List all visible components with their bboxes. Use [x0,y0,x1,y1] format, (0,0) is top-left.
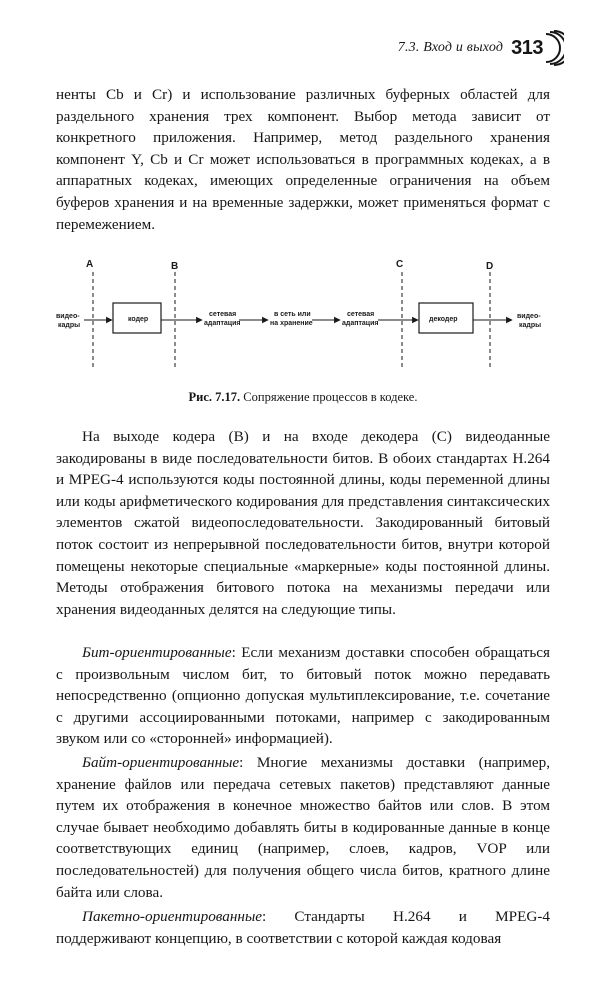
network-line1: в сеть или [274,311,311,318]
point-d-label: D [486,261,494,272]
paragraph-2-text: На выходе кодера (B) и на входе декодера (C) видеоданные закодированы в виде последовательности битов. В обоих стандартах H.264 и MPEG-4 используются коды постоянной длины, коды переменной длины или коды арифметического кодирования для представления синтаксических элементов сжатой видеопоследовательности. Закодированный битовый поток состоит из непрерывной последовательности битов, внутри которой помещены некоторые специальные «маркерные» коды постоянной длины. Методы отображения битового потока на механизмы передачи или хранения видеоданных делятся на следующие типы. [56,428,550,618]
figure-codec-interface [56,252,550,382]
term-packet-oriented: Пакетно-ориентированные [82,908,262,925]
running-title: 7.3. Вход и выход [397,40,504,55]
encoder-label: кодер [128,316,149,323]
point-b-label: B [171,261,179,272]
input-label-line1: видео- [56,313,80,320]
input-label-line2: кадры [58,322,81,329]
paragraph-5-text: : Стандарты H.264 и MPEG-4 поддерживают концепцию, в соответствии с которой каждая кодовая [56,908,550,947]
point-a-label: A [86,259,94,270]
page-number: 313 [511,36,543,59]
paragraph-3-text: : Если механизм доставки способен обращаться с произвольным числом бит, то битовый поток можно передавать непосредственно (опционно допуская мультиплексирование, т.е. сочетание с другими ассоциированными потоками, например с закодированным звуком или со «сторонней» информацией). [56,644,550,748]
term-bit-oriented: Бит-ориентированные [82,644,232,661]
point-c-label: C [396,259,404,270]
net-adapt-1-line2: адаптация [204,320,241,327]
paragraph-4-text: : Многие механизмы доставки (например, хранение файлов или передача сетевых пакетов) представляют данные путем их отображения в конечное множество байтов или слов. В этом случае бывает необходимо добавлять биты в кодированные данные в конце соответствующих единиц (например, слоев, кадров, VOP или последовательностей) для получения общего числа битов, кратного длине байта или слова. [56,754,550,901]
codec-diagram [56,252,550,382]
paragraph-3-body [56,642,550,750]
paragraph-3 [56,642,550,750]
paragraph-5 [56,906,550,949]
paragraph-5-body [56,906,550,949]
paragraph-4 [56,752,550,903]
paragraph-1-text: ненты Cb и Cr) и использование различных буферных областей для раздельного хранения трех компонент. Выбор метода зависит от конкретного приложения. Например, метод раздельного хранения компонент Y, Cb и Cr может использоваться в программных кодеках, а в аппаратных кодеках, имеющих определенные ограничения на объем буферов хранения и на временные задержки, может применяться формат с перемежением. [56,86,550,233]
caption-text: Сопряжение процессов в кодеке. [243,390,418,404]
decoder-label: декодер [429,316,458,323]
paragraph-2 [56,426,550,620]
net-adapt-1-line1: сетевая [209,311,237,318]
output-label-line2: кадры [519,322,542,329]
paragraph-1 [56,84,550,235]
output-label-line1: видео- [517,313,541,320]
term-byte-oriented: Байт-ориентированные [82,754,240,771]
net-adapt-2-line2: адаптация [342,320,379,327]
figure-caption [56,390,550,405]
caption-label: Рис. 7.17. [188,390,241,404]
page-header [398,30,564,66]
paragraph-4-body [56,752,550,903]
network-line2: на хранение [270,320,313,327]
net-adapt-2-line1: сетевая [347,311,375,318]
page-number-arcs-icon [544,30,564,66]
